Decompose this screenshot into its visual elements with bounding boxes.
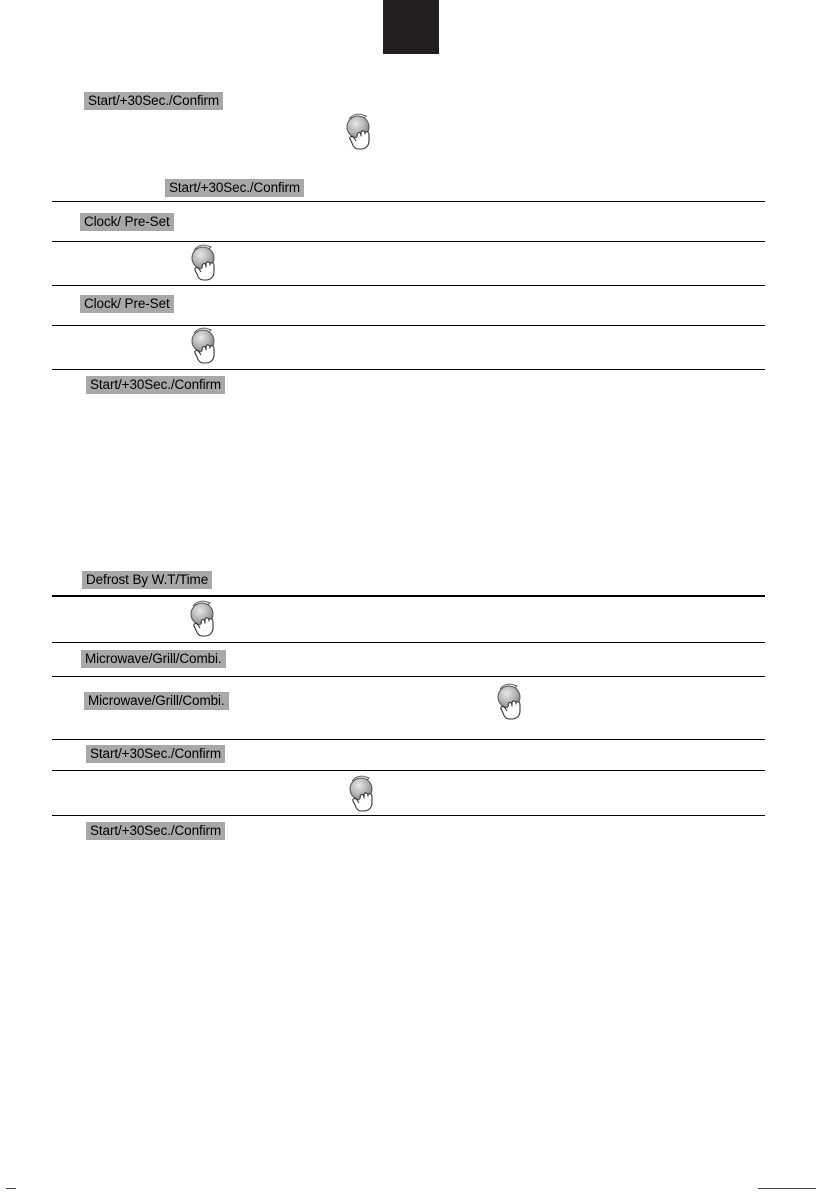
dial-icon bbox=[187, 600, 223, 638]
row-divider bbox=[52, 739, 765, 740]
clock-preset-button-label: Clock/ Pre-Set bbox=[80, 213, 174, 231]
row-divider bbox=[52, 770, 765, 771]
row-divider bbox=[52, 815, 765, 816]
crop-mark bbox=[6, 1188, 16, 1189]
mode-button-label: Microwave/Grill/Combi. bbox=[84, 692, 229, 710]
start-confirm-button-label: Start/+30Sec./Confirm bbox=[86, 376, 225, 394]
dial-icon bbox=[346, 775, 382, 813]
row-divider bbox=[52, 676, 765, 677]
clock-preset-button-label: Clock/ Pre-Set bbox=[80, 295, 174, 313]
defrost-button-label: Defrost By W.T/Time bbox=[82, 571, 212, 589]
start-confirm-button-label: Start/+30Sec./Confirm bbox=[84, 92, 223, 110]
row-divider bbox=[52, 325, 765, 326]
mode-button-label: Microwave/Grill/Combi. bbox=[81, 650, 226, 668]
row-divider bbox=[52, 285, 765, 286]
dial-icon bbox=[343, 113, 379, 151]
start-confirm-button-label: Start/+30Sec./Confirm bbox=[165, 179, 304, 197]
row-divider bbox=[52, 201, 765, 202]
row-divider bbox=[52, 369, 765, 370]
page-tab-marker bbox=[383, 0, 439, 54]
start-confirm-button-label: Start/+30Sec./Confirm bbox=[86, 745, 225, 763]
dial-icon bbox=[494, 683, 530, 721]
dial-icon bbox=[188, 244, 224, 282]
row-divider bbox=[52, 241, 765, 242]
start-confirm-button-label: Start/+30Sec./Confirm bbox=[86, 822, 225, 840]
dial-icon bbox=[188, 327, 224, 365]
row-divider bbox=[52, 642, 765, 643]
crop-mark bbox=[758, 1188, 816, 1189]
row-divider bbox=[52, 595, 765, 597]
